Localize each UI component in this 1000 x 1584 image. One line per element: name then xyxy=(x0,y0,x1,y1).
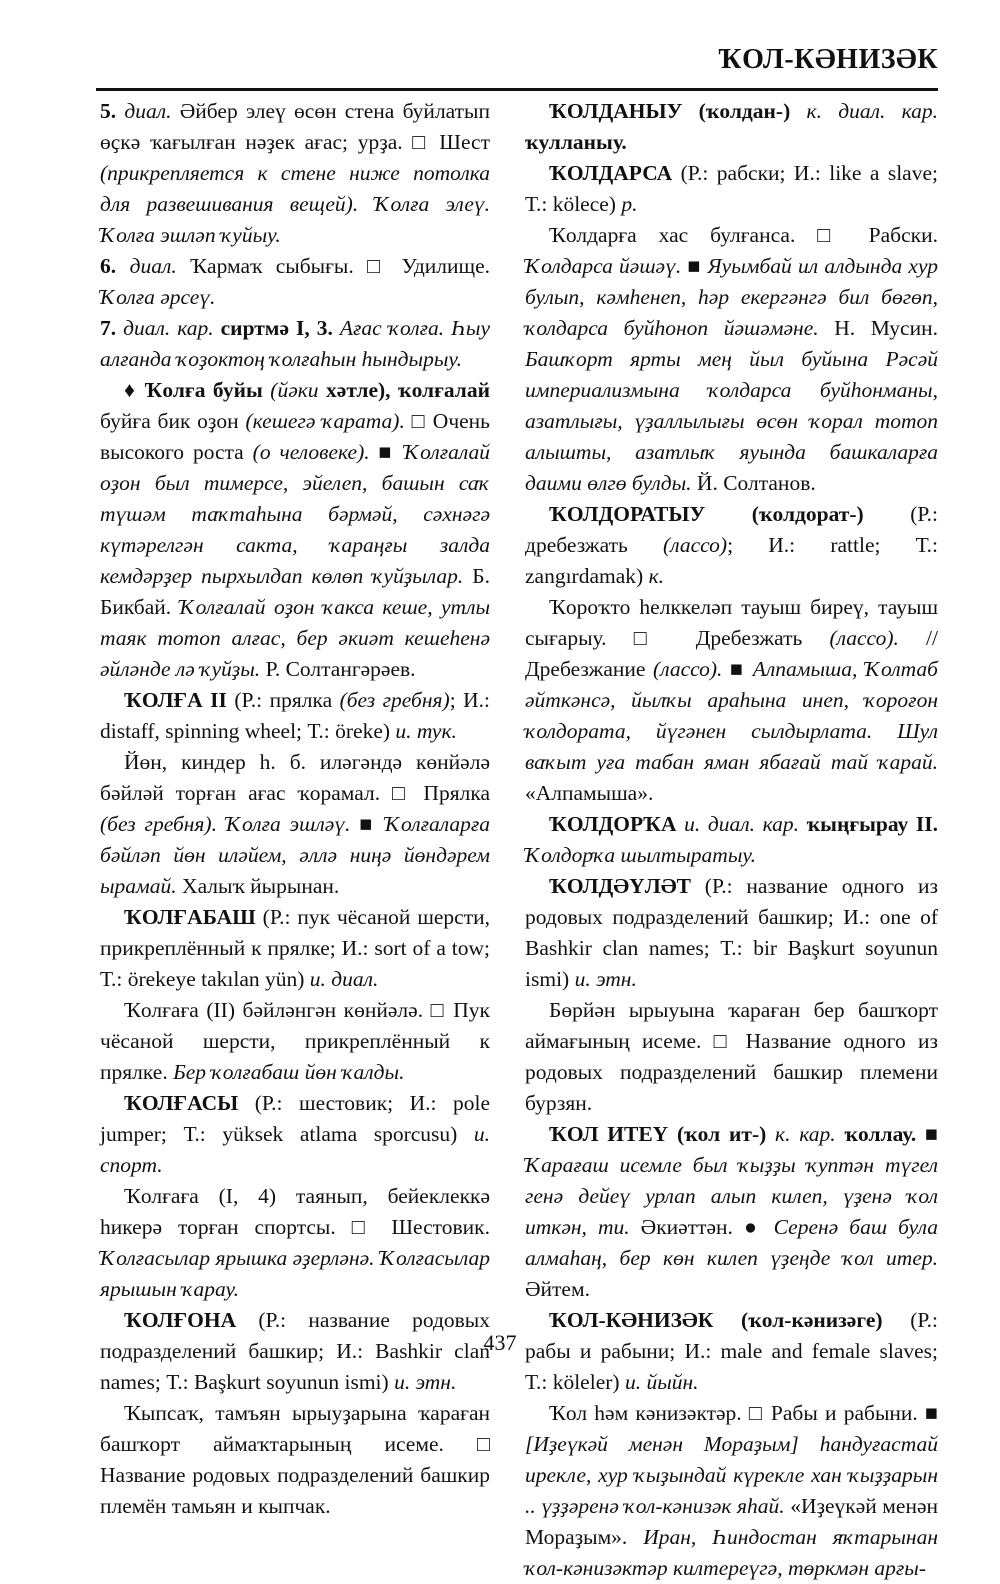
dictionary-paragraph xyxy=(100,313,490,375)
italic-text: и. диал. кар. xyxy=(684,812,799,836)
italic-text: Ағас ҡолға. Һыу алғанда ҡоҙоктоң ҡолғаһын һындырыу. xyxy=(100,316,490,371)
body-text: Ҡыпсаҡ, тамъян ырыуҙарына ҡараған башҡорт аймаҡтарының исеме. □ Название родовых подразделений башкир племён тамьян и кыпчак. xyxy=(100,1401,490,1518)
dictionary-paragraph xyxy=(525,158,938,220)
headword-text: ♦ Ҡолға буйы xyxy=(124,378,271,402)
italic-text: (без гребня). Ҡолға эшләү. xyxy=(100,812,351,836)
body-text: // Дребезжание xyxy=(525,626,938,681)
dictionary-paragraph xyxy=(525,220,938,499)
italic-text: Ҡолдорҡа шылтыратыу. xyxy=(525,843,756,867)
body-text: (Р.: пук чёсаной шерсти, прикреплённый к прялке; И.: sort of a tow; Т.: örekeye takılan yün) xyxy=(100,905,490,991)
italic-text: и. тук. xyxy=(395,719,457,743)
headword-text: ҠОЛҒАСЫ xyxy=(124,1091,239,1115)
headword-text: ҠОЛДОРҠА xyxy=(549,812,677,836)
body-text: Н. Мусин. xyxy=(818,316,938,340)
body-text xyxy=(766,1122,775,1146)
dictionary-paragraph xyxy=(525,871,938,995)
italic-text: и. этн. xyxy=(394,1370,457,1394)
body-text: (Р.: шестовик; И.: pole jumper; Т.: yüksek atlama sporcusu) xyxy=(100,1091,490,1146)
italic-text: и. йыйн. xyxy=(624,1370,699,1394)
italic-text: и. этн. xyxy=(574,967,637,991)
body-text: ■ xyxy=(916,1122,938,1146)
italic-text: (лассо) xyxy=(663,533,728,557)
italic-text: и. спорт. xyxy=(100,1122,490,1177)
header-rule xyxy=(96,88,938,91)
body-text: Ҡармаҡ сыбығы. □ Удилище. xyxy=(176,254,491,278)
italic-text: и. диал. xyxy=(309,967,379,991)
body-text: Й. Солтанов. xyxy=(691,471,816,495)
dictionary-paragraph xyxy=(100,685,490,747)
right-column xyxy=(525,96,938,1584)
italic-text: к. диал. кар. xyxy=(806,99,939,123)
italic-text: Яуымбай ил алдында хур булып, кәмһенеп, һәр екергәнгә бил бөгөп, ҡолдарса буйһоноп йәшәмәне. xyxy=(525,254,938,340)
italic-text: [Иҙеүкәй менән Мораҙым] һандуғастай ирекле, хур ҡыҙындай күрекле хан ҡыҙҙарын .. үҙҙәренә ҡол-кәнизәк яһай. xyxy=(525,1432,938,1518)
dictionary-paragraph xyxy=(525,499,938,592)
body-text: Халыҡ йырынан. xyxy=(176,874,340,898)
body-text: ; И.: distaff, spinning wheel; Т.: öreke) xyxy=(100,688,490,743)
body-text: «Иҙеүкәй менән Мораҙым». xyxy=(525,1494,938,1549)
italic-text: Иран, Һиндостан яҡтарынан ҡол-кәнизәктәр килтереүгә, төркмән арғы- xyxy=(525,1525,938,1580)
body-text: Ҡолғаға (I, 4) таянып, бейеклеккә һикерә торған спортсы. □ Шестовик. xyxy=(100,1184,490,1239)
italic-text: (йәки xyxy=(270,378,319,402)
body-text: (Р.: название родовых подразделений башкир; И.: Bashkir clan names; Т.: Başkurt soyunun ismi) xyxy=(100,1308,490,1394)
dictionary-paragraph xyxy=(525,96,938,158)
left-column xyxy=(100,96,490,1522)
headword-text: ҠОЛДӘҮЛӘТ xyxy=(549,874,691,898)
dictionary-paragraph xyxy=(100,747,490,902)
body-text: ■ xyxy=(681,254,708,278)
headword-text: 6. xyxy=(100,254,130,278)
italic-text: Ҡарағаш исемле был ҡыҙҙы ҡуптән түгел генә дейеү урлап алып килеп, үҙенә ҡол иткән, ти. xyxy=(525,1153,938,1239)
body-text: Әйбер элеү өсөн стена буйлатып өҫкә ҡағылған нәҙек ағас; урҙа. □ Шест xyxy=(100,99,491,154)
dictionary-paragraph xyxy=(525,1398,938,1584)
headword-text: ҠОЛҒАБАШ xyxy=(124,905,256,929)
italic-text: (кешегә ҡарата). xyxy=(245,409,405,433)
italic-text: Ҡолғасылар ярышка әҙерләнә. Ҡолғасылар ярышын ҡарау. xyxy=(100,1246,491,1301)
headword-text: ҠОЛДОРАТЫУ (ҡолдорат-) xyxy=(549,502,864,526)
italic-text: диал. xyxy=(124,99,172,123)
body-text: Йөн, киндер һ. б. иләгәндә көнйәлә бәйләй торған ағас ҡорамал. □ Прялка xyxy=(100,750,490,805)
body-text: Ҡороҡто һелккеләп тауыш биреү, тауыш сығарыу. □ Дребезжать xyxy=(525,595,938,650)
headword-text: ҡыңғырау II. xyxy=(799,812,938,836)
italic-text: (без гребня) xyxy=(339,688,450,712)
body-text: ■ xyxy=(722,657,753,681)
body-text xyxy=(790,99,806,123)
headword-text: ҠОЛДАРСА xyxy=(549,161,673,185)
body-text: Ҡолдарға хас булғанса. □ Рабски. xyxy=(549,223,938,247)
italic-text: к. xyxy=(648,564,664,588)
body-text: (Р.: рабы и рабыни; И.: male and female slaves; Т.: köleler) xyxy=(525,1308,938,1394)
italic-text: Бер ҡолғабаш йөн ҡалды. xyxy=(173,1060,405,1084)
italic-text: Алпамыша, Ҡолтаб әйткәнсә, йылҡы араһына инеп, ҡороғон ҡолдората, йүгәнен сылдырлата. Шул ваҡыт уға табан яман ябағай тай ҡарай. xyxy=(525,657,938,774)
dictionary-paragraph xyxy=(525,592,938,809)
headword-text: ҠОЛ ИТЕҮ (ҡол ит-) xyxy=(549,1122,767,1146)
body-text: (Р.: дребезжать xyxy=(525,502,938,557)
body-text: ; И.: rattle; Т.: zangırdamak) xyxy=(525,533,938,588)
page-number: 437 xyxy=(483,1330,517,1355)
dictionary-paragraph xyxy=(100,995,490,1088)
italic-text: диал. xyxy=(129,254,177,278)
body-text: Әкиәттән. ● xyxy=(629,1215,774,1239)
body-text: ■ xyxy=(350,812,385,836)
italic-text: Серенә баш була алмаһаң, бер көн килеп үҙеңде ҡол итер. xyxy=(525,1215,938,1270)
body-text: Ҡол һәм кәнизәктәр. □ Рабы и рабыни. ■ xyxy=(549,1401,938,1425)
body-text: □ Очень высокого роста xyxy=(100,409,490,464)
body-text: Р. Солтангәрәев. xyxy=(260,657,416,681)
headword-text: ҠОЛҒОНА xyxy=(124,1308,237,1332)
italic-text: Ҡолғаларға бәйләп йөн иләйем, әллә ниңә йөндәрем ырамай. xyxy=(100,812,490,898)
italic-text: диал. кар. xyxy=(123,316,214,340)
dictionary-paragraph xyxy=(100,1398,490,1522)
dictionary-paragraph xyxy=(525,809,938,871)
headword-text: ҡоллау. xyxy=(835,1122,917,1146)
italic-text: Ҡолдарса йәшәү. xyxy=(525,254,682,278)
dictionary-paragraph xyxy=(525,1119,938,1305)
headword-text: ҡулланыу. xyxy=(525,130,627,154)
headword-text: 7. xyxy=(100,316,124,340)
dictionary-paragraph xyxy=(100,902,490,995)
dictionary-paragraph xyxy=(525,995,938,1119)
headword-text: ҠОЛДАНЫУ (ҡолдан-) xyxy=(549,99,791,123)
italic-text: Ҡолға әрсеү. xyxy=(100,285,216,309)
headword-text: 5. xyxy=(100,99,125,123)
italic-text: р. xyxy=(621,192,638,216)
italic-text: к. кар. xyxy=(775,1122,836,1146)
body-text: (Р.: рабски; И.: like a slave; Т.: kölece) xyxy=(525,161,938,216)
italic-text: Ҡолғалай оҙон был тимерсе, эйелеп, башын саҡ түшәм таҡтаһына бәрмәй, сәхнәгә күтәрелгән сакта, ҡараңғы залда кемдәрҙер пырхылдап көлөп ҡуйҙылар. xyxy=(100,440,490,588)
body-text: Ҡолғаға (II) бәйләнгән көнйәлә. □ Пук чёсаной шерсти, прикреплённый к прялке. xyxy=(100,998,490,1084)
italic-text: (лассо). xyxy=(829,626,899,650)
dictionary-paragraph xyxy=(100,96,490,251)
dictionary-paragraph xyxy=(100,1088,490,1181)
italic-text: Башҡорт ярты мең йыл буйына Рәсәй империализмына ҡолдарса буйһонманы, азатлығы, үҙаллылығы өсөн ҡорал тотоп алышты, азатлыҡ яуында башкаларға даими өлгө булды. xyxy=(525,347,938,495)
italic-text: (лассо). xyxy=(653,657,723,681)
italic-text: (прикрепляется к стене ниже потолка для развешивания вещей). Ҡолға элеү. Ҡолға эшләп ҡуйыу. xyxy=(100,161,490,247)
headword-text: ҠОЛ-КӘНИЗӘК (ҡол-кәнизәге) xyxy=(549,1308,883,1332)
body-text: ■ xyxy=(369,440,405,464)
italic-text: (о человеке). xyxy=(252,440,370,464)
dictionary-paragraph xyxy=(100,375,490,685)
body-text: (Р.: прялка xyxy=(226,688,340,712)
headword-text: ҠОЛҒА II xyxy=(124,688,227,712)
dictionary-paragraph xyxy=(100,251,490,313)
italic-text: Ҡолғалай оҙон ҡакса кеше, утлы таяк тотоп алғас, бер әкиәт кешеһенә әйләнде лә ҡуйҙы. xyxy=(100,595,491,681)
running-head: ҠОЛ-КӘНИЗӘК xyxy=(718,44,938,75)
body-text: буйға бик оҙон xyxy=(100,409,246,433)
dictionary-paragraph xyxy=(100,1181,490,1305)
headword-text: хәтле), ҡолғалай xyxy=(318,378,490,402)
body-text: «Алпамыша». xyxy=(525,781,654,805)
body-text xyxy=(676,812,684,836)
body-text: Бөрйән ырыуына ҡараған бер башҡорт аймағының исеме. □ Название одного из родовых подразделений башкир племени бурзян. xyxy=(525,998,938,1115)
body-text: (Р.: название одного из родовых подразделений башкир; И.: one of Bashkir clan names; Т.: bir Başkurt soyunun ismi) xyxy=(525,874,938,991)
headword-text: сиртмә I, 3. xyxy=(213,316,340,340)
body-text: Б. Бикбай. xyxy=(100,564,490,619)
body-text: Әйтем. xyxy=(525,1277,590,1301)
